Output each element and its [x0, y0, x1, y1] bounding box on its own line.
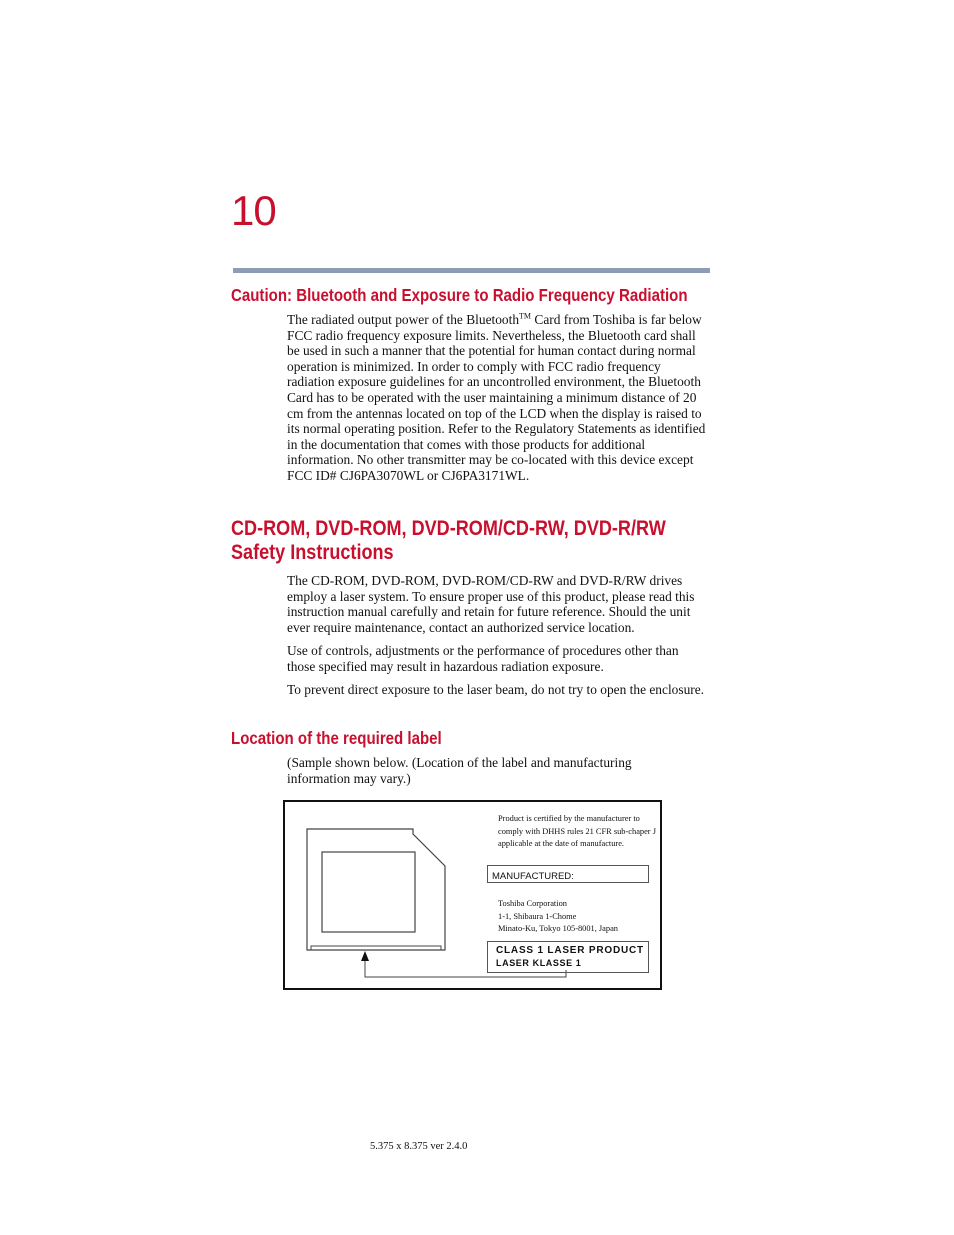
label-pointer-arrowhead	[361, 951, 369, 961]
manufacturer-address: Toshiba Corporation 1-1, Shibaura 1-Chome Minato-Ku, Tokyo 105-8001, Japan	[498, 899, 618, 933]
bluetooth-paragraph: The radiated output power of the Bluetooth™ Card from Toshiba is far below FCC radio frequency exposure limits. Nevertheless, the Bluetooth card shall be used in such a manner that the potential for human contact during normal operation is minimized. In order to comply with FCC radio frequency radiation exposure guidelines for an uncontrolled environment, the Bluetooth Card has to be operated with the user maintaining a minimum distance of 20 cm from the antennas located on top of the LCD when the display is raised to its normal operating position. Refer to the Regulatory Statements as identified in the documentation that comes with those products for additional information. No other transmitter may be co-located with this device except FCC ID# CJ6PA3070WL or CJ6PA3171WL.	[287, 311, 706, 483]
safety-paragraph-1: The CD-ROM, DVD-ROM, DVD-ROM/CD-RW and DVD-R/RW drives employ a laser system. To ensure proper use of this product, please read this instruction manual carefully and retain for future reference. Should the unit ever require maintenance, contact an authorized service location.	[287, 573, 695, 635]
drive-window	[322, 852, 415, 932]
laser-class-label: CLASS 1 LASER PRODUCT LASER KLASSE 1	[487, 941, 649, 973]
heading-label-location: Location of the required label	[231, 728, 442, 748]
section-divider	[233, 268, 710, 273]
page-footer: 5.375 x 8.375 ver 2.4.0	[370, 1141, 468, 1152]
manufactured-field: MANUFACTURED:	[487, 865, 649, 883]
label-location-paragraph: (Sample shown below. (Location of the label and manufacturing information may vary.)	[287, 755, 632, 786]
certification-text: Product is certified by the manufacturer to comply with DHHS rules 21 CFR sub-chaper J applicable at the date of manufacture.	[498, 814, 656, 848]
label-sample-figure	[283, 800, 662, 990]
safety-paragraph-2: Use of controls, adjustments or the performance of procedures other than those specified may result in hazardous radiation exposure.	[287, 643, 679, 674]
trademark-mark: TM	[519, 311, 532, 321]
safety-paragraph-3: To prevent direct exposure to the laser beam, do not try to open the enclosure.	[287, 682, 705, 697]
page-number: 10	[231, 187, 276, 234]
heading-safety-line2: Safety Instructions	[231, 541, 394, 564]
heading-bluetooth-caution: Caution: Bluetooth and Exposure to Radio Frequency Radiation	[231, 285, 688, 305]
heading-safety-line1: CD-ROM, DVD-ROM, DVD-ROM/CD-RW, DVD-R/RW	[231, 517, 666, 540]
